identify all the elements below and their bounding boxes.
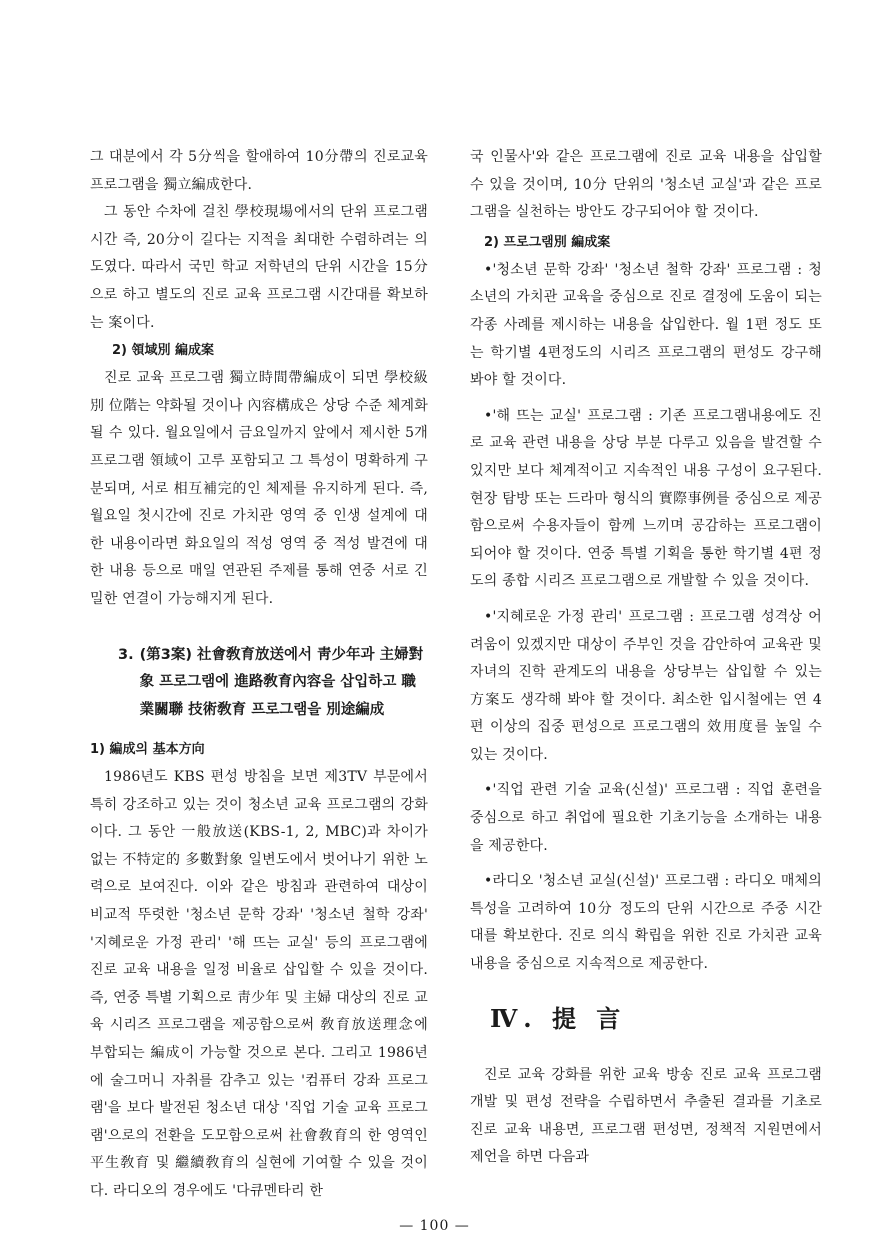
- section-heading: [90, 642, 428, 725]
- subsection-heading: 2) 프로그램別 編成案: [484, 234, 611, 250]
- list-item: •라디오 '청소년 교실(신설)' 프로그램 : 라디오 매체의 특성을 고려하여 10分 정도의 단위 시간으로 주중 시간대를 확보한다. 진로 의식 확립을 위한 진로 가치관 교육 내용을 중심으로 지속적으로 제공한다.: [470, 873, 822, 973]
- right-column: [470, 144, 822, 1172]
- section-heading: Ⅳ. 提 言: [490, 1003, 627, 1033]
- paragraph: 국 인물사'와 같은 프로그램에 진로 교육 내용을 삽입할 수 있을 것이며, 10分 단위의 '청소년 교실'과 같은 프로그램을 실천하는 방안도 강구되어야 할 것이다.: [470, 149, 822, 221]
- left-column: [90, 144, 428, 1206]
- subsection-heading: 2) 領域別 編成案: [112, 343, 215, 359]
- paragraph: 1986년도 KBS 편성 방침을 보면 제3TV 부문에서 특히 강조하고 있는 것이 청소년 교육 프로그램의 강화이다. 그 동안 一般放送(KBS-1, 2, MBC)과 차이가 없는 不特定的 多數對象 일변도에서 벗어나기 위한 노력으로 보여진다. 이와 같은 방침과 관련하여 대상이 비교적 뚜렷한 '청소년 문학 강좌' '청소년 철학 강좌' '지혜로운 가정 관리' '해 뜨는 교실' 등의 프로그램에 진로 교육 내용을 일정 비율로 삽입할 수 있을 것이다. 즉, 연중 특별 기획으로 靑少年 및 主婦 대상의 진로 교육 시리즈 프로그램을 제공함으로써 敎育放送理念에 부합되는 編成이 가능할 것으로 본다. 그리고 1986년에 술그머니 자취를 감추고 있는 '컴퓨터 강좌 프로그램'을 보다 발전된 청소년 대상 '직업 기술 교육 프로그램'으로의 전환을 도모함으로써 社會敎育의 한 영역인 平生敎育 및 繼續敎育의 실현에 기여할 수 있을 것이다. 라디오의 경우에도 '다큐멘타리 한: [90, 769, 428, 1199]
- paragraph: 진로 교육 프로그램 獨立時間帶編成이 되면 學校級別 位階는 약화될 것이나 內容構成은 상당 수준 체계화될 수 있다. 월요일에서 금요일까지 앞에서 제시한 5개프로그램 領域이 고루 포함되고 그 특성이 명확하게 구분되며, 서로 相互補完的인 체제를 유지하게 된다. 즉, 월요일 첫시간에 진로 가치관 영역 중 인생 설계에 대한 내용이라면 화요일의 적성 영역 중 적성 발견에 대한 내용 등으로 매일 연관된 주제를 통해 연중 서로 긴밀한 연결이 가능해지게 된다.: [90, 370, 428, 607]
- paragraph: 그 동안 수차에 걸친 學校現場에서의 단위 프로그램 시간 즉, 20分이 길다는 지적을 최대한 수렴하려는 의도였다. 따라서 국민 학교 저학년의 단위 시간을 15分으로 하고 별도의 진로 교육 프로그램 시간대를 확보하는 案이다.: [90, 204, 428, 331]
- section-title: (第3案) 社會敎育放送에서 靑少年과 主婦對象 프로그램에 進路敎育內容을 삽입하고 職業關聯 技術敎育 프로그램을 別途編成: [139, 646, 424, 718]
- subsection-heading: 1) 編成의 基本方向: [90, 742, 205, 757]
- page-number: — 100 —: [399, 1218, 470, 1234]
- list-item: •'지혜로운 가정 관리' 프로그램 : 프로그램 성격상 어려움이 있겠지만 대상이 주부인 것을 감안하여 교육관 및 자녀의 진학 관계도의 내용을 상당부는 삽입할 수 있는 方案도 생각해 봐야 할 것이다. 최소한 입시철에는 연 4편 이상의 집중 편성으로 프로그램의 效用度를 높일 수 있는 것이다.: [470, 608, 822, 763]
- list-item: •'직업 관련 기술 교육(신설)' 프로그램 : 직업 훈련을 중심으로 하고 취업에 필요한 기초기능을 소개하는 내용을 제공한다.: [470, 782, 822, 854]
- list-item: •'해 뜨는 교실' 프로그램 : 기존 프로그램내용에도 진로 교육 관련 내용을 상당 부분 다루고 있음을 발견할 수 있지만 보다 체계적이고 지속적인 내용 구성이 요구된다. 현장 탐방 또는 드라마 형식의 實際事例를 중심으로 제공함으로써 수용자들이 함께 느끼며 공감하는 프로그램이 되어야 할 것이다. 연중 특별 기획을 통한 학기별 4편 정도의 종합 시리즈 프로그램으로 개발할 수 있을 것이다.: [470, 407, 822, 590]
- list-item: •'청소년 문학 강좌' '청소년 철학 강좌' 프로그램 : 청소년의 가치관 교육을 중심으로 진로 결정에 도움이 되는 각종 사례를 제시하는 내용을 삽입한다. 월 1편 정도 또는 학기별 4편정도의 시리즈 프로그램의 편성도 강구해 봐야 할 것이다.: [470, 261, 822, 389]
- paragraph: 그 대분에서 각 5分씩을 할애하여 10分帶의 진로교육 프로그램을 獨立編成한다.: [90, 149, 428, 193]
- paragraph: 진로 교육 강화를 위한 교육 방송 진로 교육 프로그램 개발 및 편성 전략을 수립하면서 추출된 결과를 기초로 진로 교육 내용면, 프로그램 편성면, 정책적 지원면에서 제언을 하면 다음과: [470, 1066, 822, 1166]
- section-number: 3.: [118, 646, 134, 663]
